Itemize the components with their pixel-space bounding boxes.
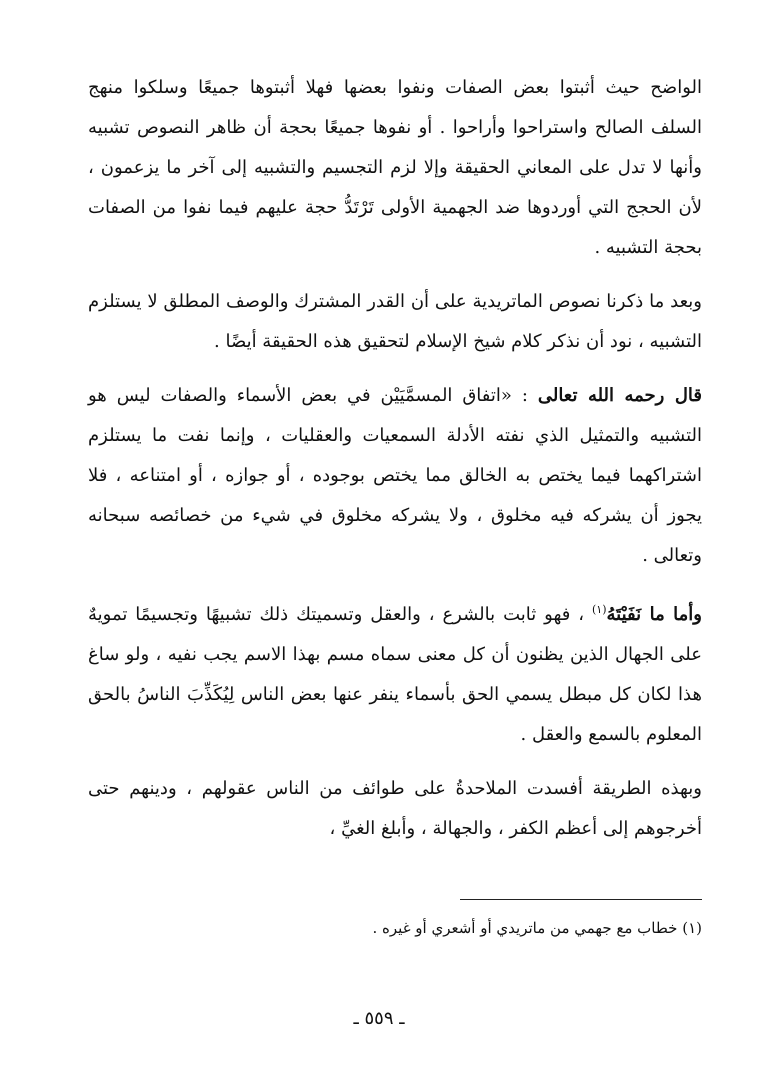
main-text <box>88 68 702 863</box>
paragraph-5 <box>88 769 702 849</box>
paragraph-2-text: وبعد ما ذكرنا نصوص الماتريدية على أن القدر المشترك والوصف المطلق لا يستلزم التشبيه ، نود أن نذكر كلام شيخ الإسلام لتحقيق هذه الحقيقة أيضًا . <box>88 291 702 352</box>
paragraph-3 <box>88 376 702 576</box>
paragraph-4-text: ، فهو ثابت بالشرع ، والعقل وتسميتك ذلك تشبيهًا وتجسيمًا تمويهٌ على الجهال الذين يظنون أن كل معنى سماه مسم بهذا الاسم يجب نفيه ، ولو ساغ هذا لكان كل مبطل يسمي الحق بأسماء ينفر عنها بعض الناس لِيُكَذِّبَ الناسُ بالحق المعلوم بالسمع والعقل . <box>88 604 702 745</box>
footnote-separator <box>460 899 702 900</box>
paragraph-1-text: الواضح حيث أثبتوا بعض الصفات ونفوا بعضها فهلا أثبتوها جميعًا وسلكوا منهج السلف الصالح واستراحوا وأراحوا . أو نفوها جميعًا بحجة أن ظاهر النصوص تشبيه وأنها لا تدل على المعاني الحقيقة وإلا لزم التجسيم والتشبيه إلى آخر ما يزعمون ، لأن الحجج التي أوردوها ضد الجهمية الأولى تَرْتَدُّ حجة عليهم فيما نفوا من الصفات بحجة التشبيه . <box>88 77 702 258</box>
paragraph-2 <box>88 282 702 362</box>
paragraph-3-text: : «اتفاق المسمَّيَيْن في بعض الأسماء والصفات ليس هو التشبيه والتمثيل الذي نفته الأدلة السمعيات والعقليات ، وإنما نفت ما يستلزم اشتراكهما فيما يختص به الخالق مما يختص بوجوده ، أو جوازه ، أو امتناعه ، فلا يجوز أن يشركه فيه مخلوق ، ولا يشركه مخلوق في شيء من خصائصه سبحانه وتعالى . <box>88 385 702 566</box>
page-number: ـ ٥٥٩ ـ <box>353 1008 405 1029</box>
paragraph-4 <box>88 590 702 755</box>
paragraph-4-lead: وأما ما نَفَيْتَهُ <box>606 604 703 625</box>
paragraph-5-text: وبهذه الطريقة أفسدت الملاحدةُ على طوائف من الناس عقولهم ، ودينهم حتى أخرجوهم إلى أعظم الكفر ، والجهالة ، وأبلغ الغيِّ ، <box>88 778 702 839</box>
footnote: (١) خطاب مع جهمي من ماتريدي أو أشعري أو غيره . <box>372 919 702 937</box>
paragraph-1 <box>88 68 702 268</box>
paragraph-3-lead: قال رحمه الله تعالى <box>537 385 703 406</box>
footnote-marker: (١) <box>592 603 607 616</box>
